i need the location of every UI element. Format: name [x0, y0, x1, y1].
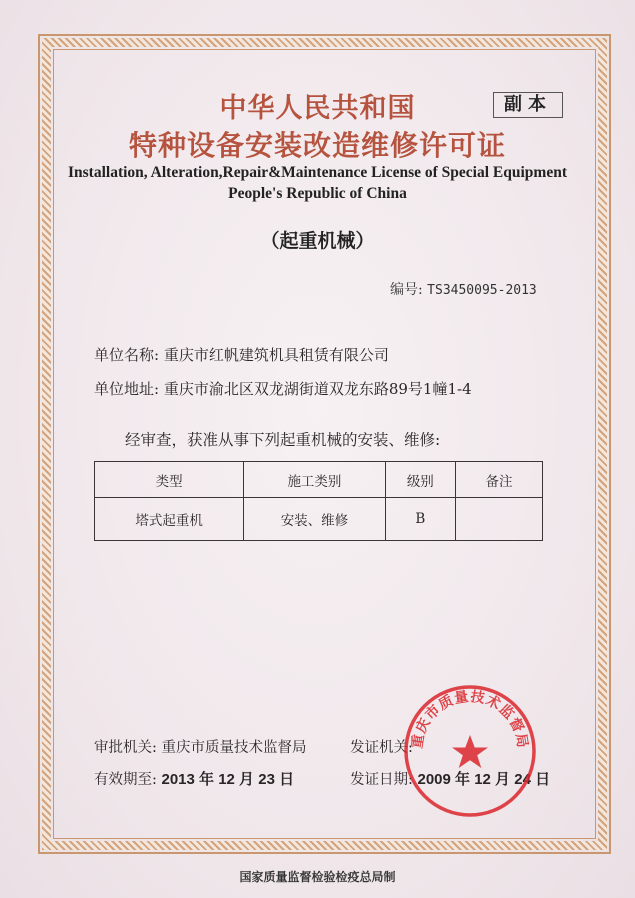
- issue-date-value: 2009 年 12 月 24 日: [417, 771, 551, 788]
- approval-intro: 经审查，获准从事下列起重机械的安装、维修:: [125, 431, 441, 449]
- unit-address-line: [94, 378, 472, 399]
- approval-authority-label: 审批机关:: [94, 740, 157, 756]
- license-number-value: TS3450095-2013: [427, 283, 537, 298]
- scope-table: [94, 461, 543, 541]
- header-type: 类型: [95, 462, 244, 498]
- cell-type: 塔式起重机: [95, 498, 244, 541]
- approval-authority-value: 重庆市质量技术监督局: [161, 740, 307, 756]
- copy-mark: 副本: [493, 92, 563, 118]
- title-en-line1: Installation, Alteration,Repair&Maintenance License of Special Equipment: [67, 164, 567, 181]
- unit-address-label: 单位地址:: [94, 380, 160, 398]
- cell-grade: B: [385, 498, 455, 541]
- valid-until-value: 2013 年 12 月 23 日: [161, 771, 295, 788]
- table-row: [95, 498, 543, 541]
- title-cn-line1: 中华人民共和国: [219, 93, 416, 124]
- seal-text: 重庆市质量技术监督局: [409, 688, 531, 750]
- bottom-issuer-text: 国家质量监督检验检疫总局制: [239, 870, 396, 884]
- cell-work-category: 安装、维修: [244, 498, 385, 541]
- unit-address-value: 重庆市渝北区双龙湖街道双龙东路89号1幢1-4: [163, 380, 472, 398]
- header-grade: 级别: [385, 462, 455, 498]
- valid-until-label: 有效期至:: [94, 772, 157, 788]
- header-work-category: 施工类别: [244, 462, 385, 498]
- unit-name-line: [94, 344, 389, 365]
- title-en-line2: People's Republic of China: [228, 185, 407, 202]
- scope-table-header: [95, 462, 543, 498]
- unit-name-value: 重庆市红帆建筑机具租赁有限公司: [163, 346, 389, 364]
- valid-until: [94, 768, 294, 789]
- seal-star-icon: [452, 735, 488, 768]
- header-remarks: 备注: [455, 462, 542, 498]
- official-seal: [402, 683, 538, 819]
- license-category: （起重机械）: [260, 230, 375, 252]
- license-number-label: 编号:: [390, 282, 423, 298]
- approval-authority: [94, 736, 307, 757]
- cell-remarks: [455, 498, 542, 541]
- unit-name-label: 单位名称:: [94, 346, 160, 364]
- issue-date-label: 发证日期:: [350, 772, 413, 788]
- title-cn-line2: 特种设备安装改造维修许可证: [128, 129, 506, 162]
- issuing-authority-label: 发证机关:: [350, 740, 413, 756]
- license-number: [390, 279, 537, 299]
